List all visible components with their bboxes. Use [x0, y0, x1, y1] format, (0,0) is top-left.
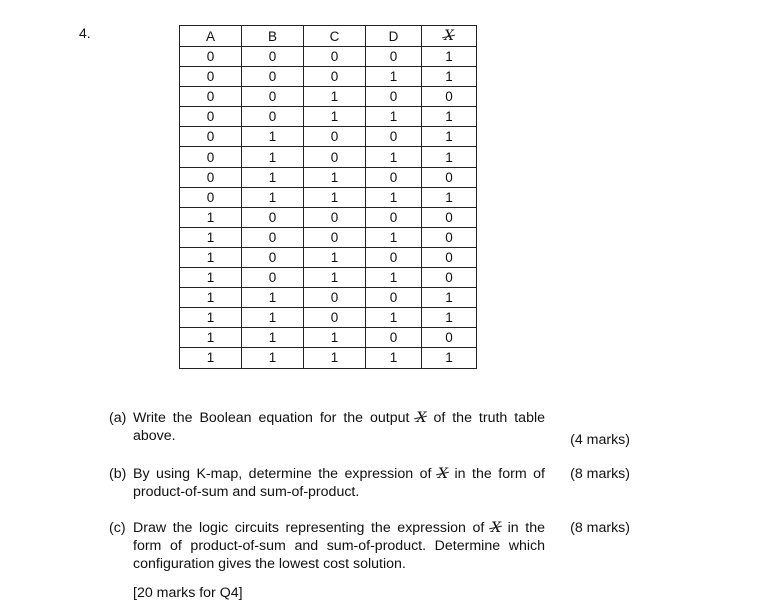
cell-b: 0 [242, 67, 304, 87]
cell-a: 1 [180, 288, 242, 308]
cell-b: 1 [242, 288, 304, 308]
truth-table-row [180, 147, 477, 167]
part-b-label: (b) [109, 466, 127, 482]
cell-c: 0 [304, 67, 366, 87]
cell-b: 1 [242, 187, 304, 207]
cell-x: 1 [422, 127, 477, 147]
part-c-text-before: Draw the logic circuits representing the expression of [133, 520, 491, 536]
cell-d: 1 [366, 187, 422, 207]
truth-table-row [180, 187, 477, 207]
cell-d: 1 [366, 268, 422, 288]
truth-table-row [180, 127, 477, 147]
cell-x: 1 [422, 47, 477, 67]
cell-c: 0 [304, 207, 366, 227]
cell-c: 0 [304, 308, 366, 328]
part-a-text [133, 409, 545, 445]
cell-c: 1 [304, 348, 366, 368]
cell-x: 0 [422, 328, 477, 348]
cell-c: 1 [304, 187, 366, 207]
cell-a: 1 [180, 308, 242, 328]
cell-x: 0 [422, 247, 477, 267]
cell-c: 0 [304, 47, 366, 67]
cell-d: 0 [366, 87, 422, 107]
cell-d: 1 [366, 348, 422, 368]
part-c-text-after: in the form of product-of-sum and sum-of-product. Determine which configuration gives the lowest cost solution. [133, 520, 545, 572]
part-b-text-after: in the form of product-of-sum and sum-of-product. [133, 466, 545, 500]
cell-b: 0 [242, 227, 304, 247]
cell-a: 0 [180, 127, 242, 147]
cell-d: 0 [366, 247, 422, 267]
cell-c: 0 [304, 227, 366, 247]
cell-a: 1 [180, 348, 242, 368]
cell-c: 1 [304, 247, 366, 267]
cell-c: 1 [304, 328, 366, 348]
cell-x: 1 [422, 147, 477, 167]
truth-table-row [180, 67, 477, 87]
cell-x: 0 [422, 268, 477, 288]
header-a: A [180, 26, 242, 47]
cell-d: 0 [366, 167, 422, 187]
cell-d: 1 [366, 67, 422, 87]
cell-d: 0 [366, 328, 422, 348]
cell-d: 1 [366, 308, 422, 328]
truth-table-row [180, 308, 477, 328]
header-b: B [242, 26, 304, 47]
cell-a: 0 [180, 147, 242, 167]
header-d: D [366, 26, 422, 47]
cell-x: 1 [422, 107, 477, 127]
part-b-marks: (8 marks) [570, 466, 630, 482]
part-a-marks: (4 marks) [570, 432, 630, 448]
cell-b: 1 [242, 167, 304, 187]
question-number: 4. [79, 25, 91, 41]
cell-b: 0 [242, 207, 304, 227]
cell-d: 1 [366, 107, 422, 127]
cell-x: 1 [422, 67, 477, 87]
part-b-text-before: By using K-map, determine the expression of [133, 466, 438, 482]
cell-a: 1 [180, 227, 242, 247]
cell-d: 0 [366, 127, 422, 147]
cell-x: 1 [422, 187, 477, 207]
part-a-text-after: of the truth table above. [133, 410, 545, 444]
cell-b: 1 [242, 348, 304, 368]
cell-a: 0 [180, 47, 242, 67]
cell-b: 0 [242, 107, 304, 127]
cell-b: 0 [242, 268, 304, 288]
cell-b: 0 [242, 47, 304, 67]
part-c-marks: (8 marks) [570, 520, 630, 536]
cell-x: 0 [422, 227, 477, 247]
cell-d: 0 [366, 288, 422, 308]
cell-d: 1 [366, 147, 422, 167]
cell-b: 1 [242, 308, 304, 328]
cell-c: 1 [304, 107, 366, 127]
output-x-symbol: X [416, 410, 427, 426]
header-x [422, 26, 477, 47]
cell-a: 1 [180, 268, 242, 288]
output-x-symbol: X [490, 520, 502, 536]
truth-table-row [180, 87, 477, 107]
truth-table-row [180, 288, 477, 308]
cell-b: 0 [242, 87, 304, 107]
cell-a: 0 [180, 187, 242, 207]
total-marks: [20 marks for Q4] [133, 585, 243, 601]
cell-x: 0 [422, 87, 477, 107]
cell-a: 1 [180, 328, 242, 348]
cell-x: 0 [422, 207, 477, 227]
cell-x: 1 [422, 348, 477, 368]
cell-x: 0 [422, 167, 477, 187]
cell-a: 0 [180, 67, 242, 87]
cell-a: 0 [180, 87, 242, 107]
truth-table [179, 25, 477, 369]
truth-table-row [180, 167, 477, 187]
header-c: C [304, 26, 366, 47]
truth-table-row [180, 328, 477, 348]
part-a-label: (a) [109, 410, 127, 426]
cell-a: 1 [180, 207, 242, 227]
cell-c: 0 [304, 288, 366, 308]
output-x-symbol: X [444, 28, 454, 44]
cell-c: 0 [304, 147, 366, 167]
part-b-text [133, 465, 545, 501]
cell-b: 1 [242, 328, 304, 348]
cell-a: 1 [180, 247, 242, 267]
part-c-label: (c) [109, 520, 126, 536]
cell-b: 0 [242, 247, 304, 267]
truth-table-row [180, 227, 477, 247]
cell-b: 1 [242, 127, 304, 147]
part-c-text [133, 519, 545, 573]
truth-table-row [180, 247, 477, 267]
truth-table-row [180, 348, 477, 368]
truth-table-row [180, 207, 477, 227]
cell-b: 1 [242, 147, 304, 167]
cell-c: 1 [304, 268, 366, 288]
truth-table-header-row [180, 26, 477, 47]
truth-table-row [180, 107, 477, 127]
cell-c: 1 [304, 87, 366, 107]
cell-a: 0 [180, 167, 242, 187]
output-x-symbol: X [437, 466, 449, 482]
cell-x: 1 [422, 288, 477, 308]
cell-c: 1 [304, 167, 366, 187]
cell-c: 0 [304, 127, 366, 147]
part-a-text-before: Write the Boolean equation for the output [133, 410, 417, 426]
truth-table-row [180, 47, 477, 67]
cell-x: 1 [422, 308, 477, 328]
cell-d: 1 [366, 227, 422, 247]
truth-table-row [180, 268, 477, 288]
cell-d: 0 [366, 47, 422, 67]
cell-a: 0 [180, 107, 242, 127]
cell-d: 0 [366, 207, 422, 227]
